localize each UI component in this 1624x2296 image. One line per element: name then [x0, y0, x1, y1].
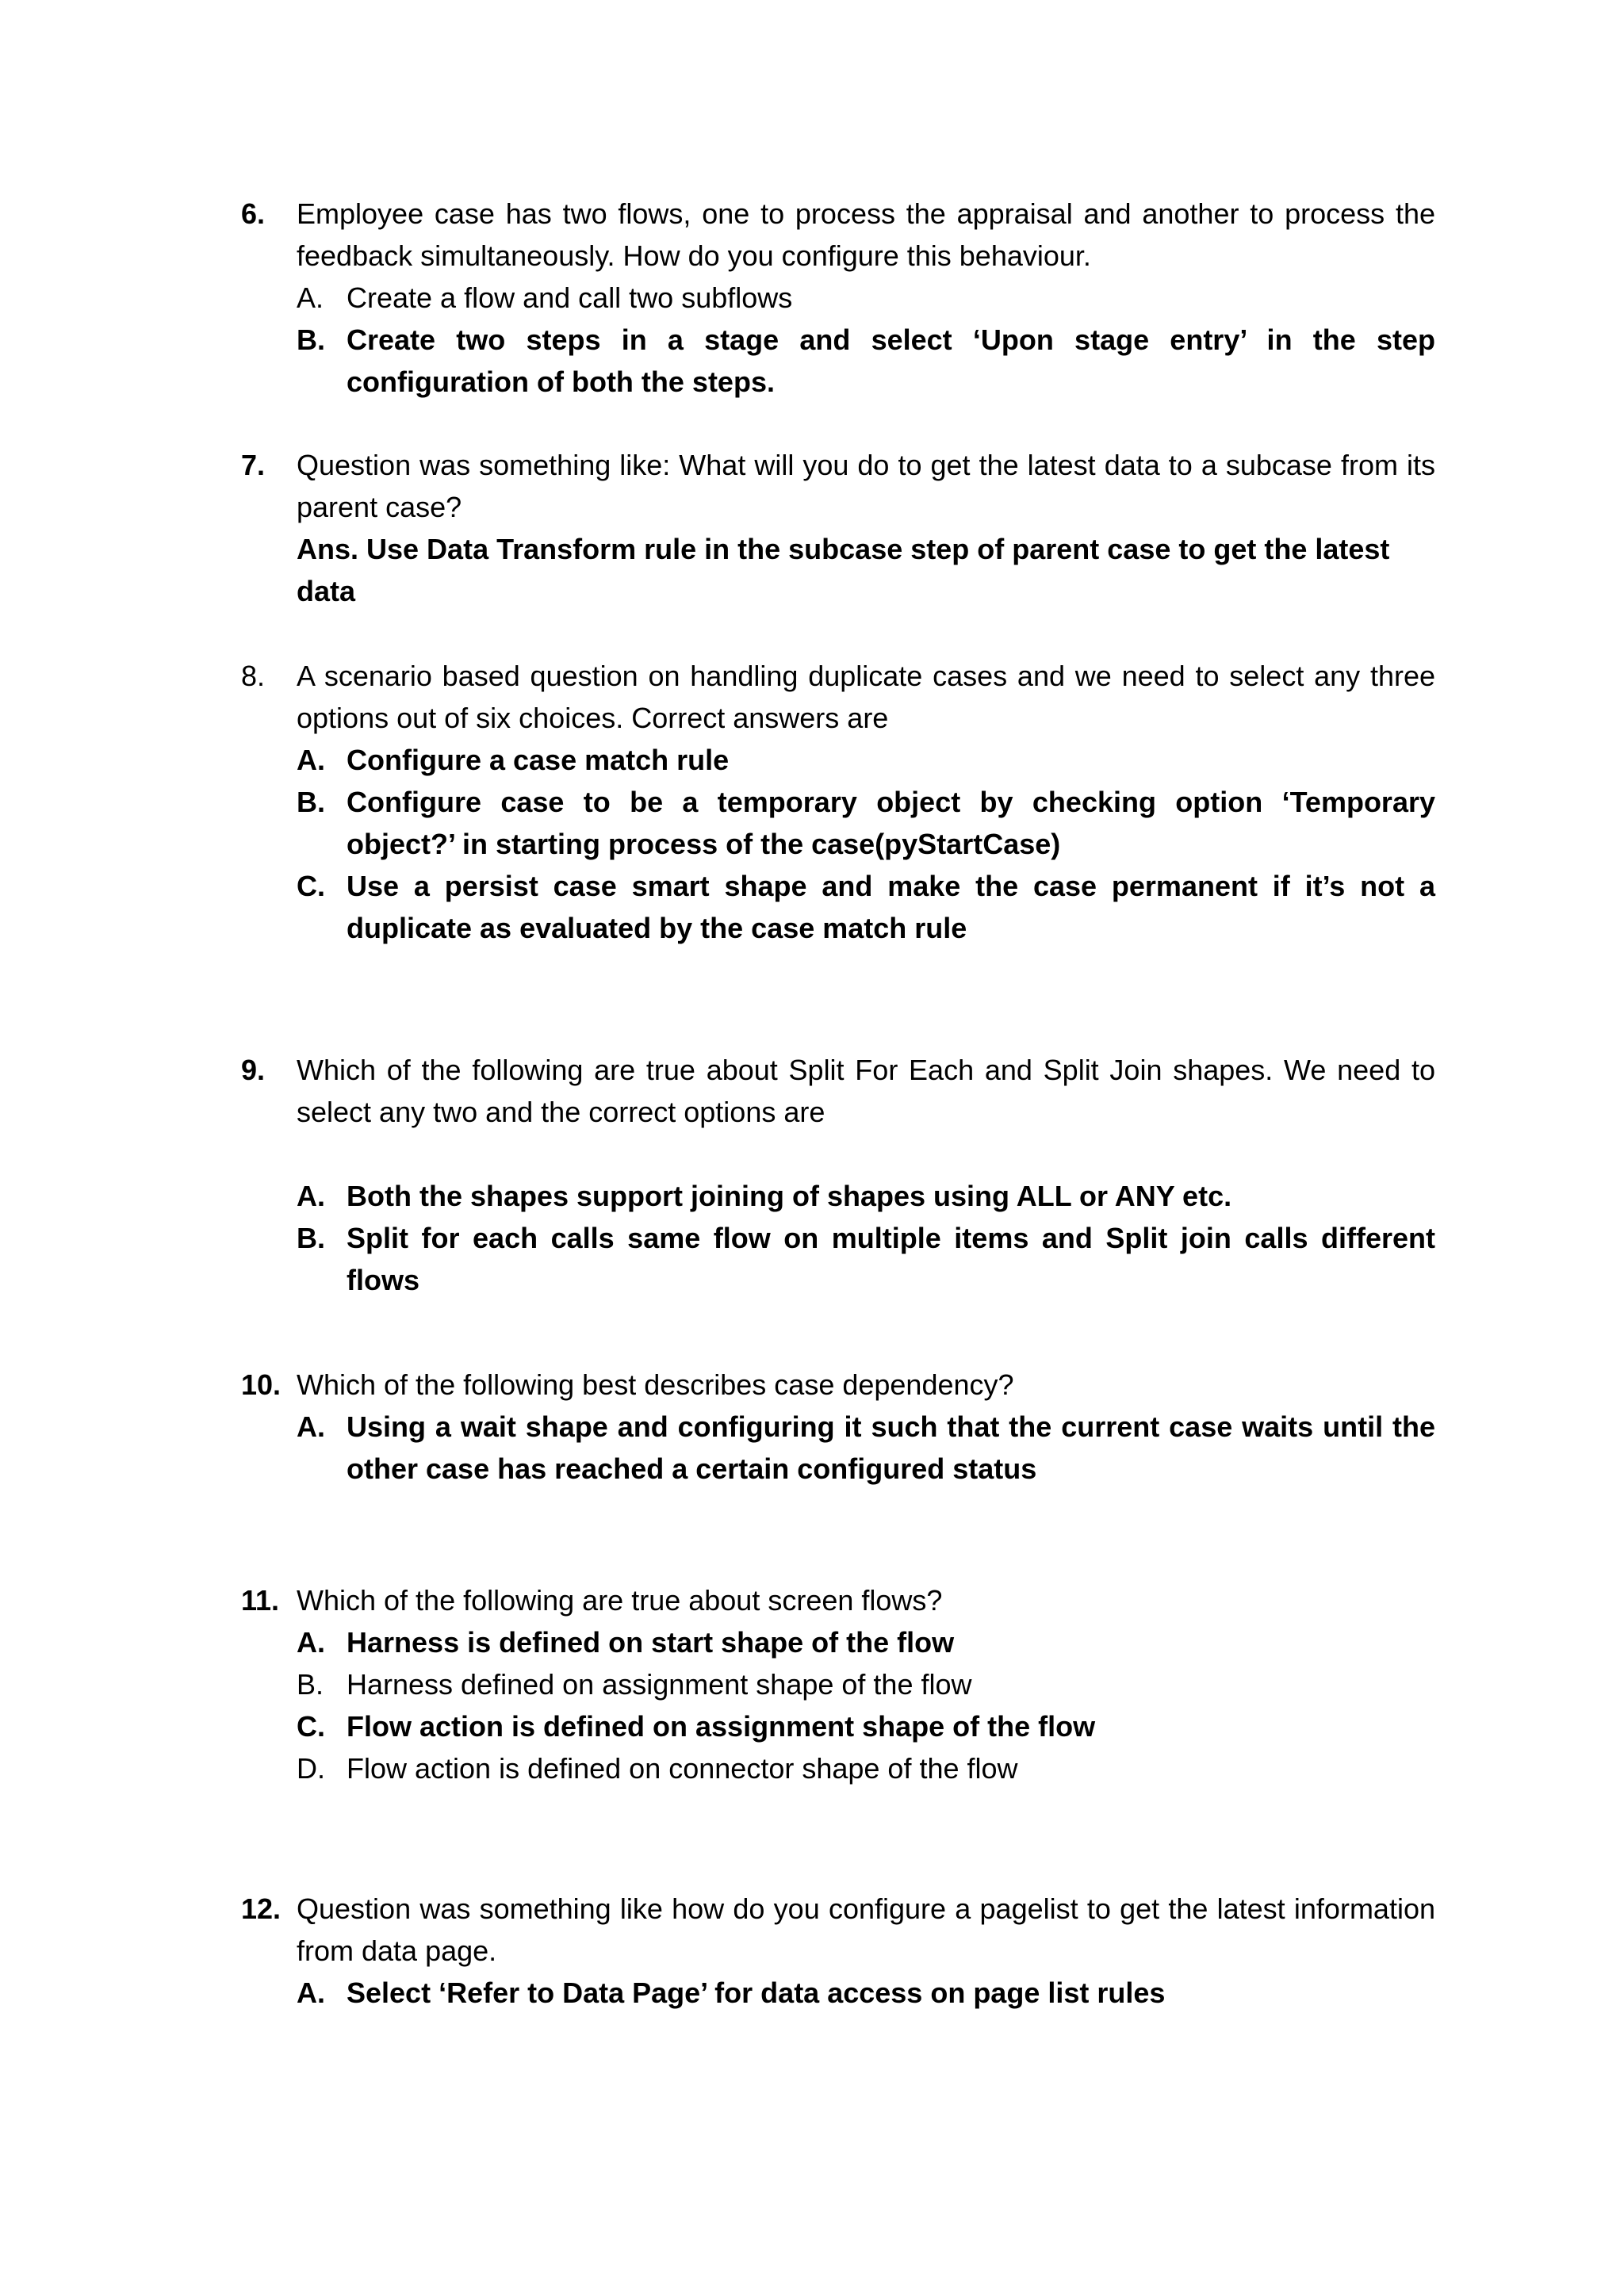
option-letter: A.: [297, 1976, 325, 2009]
question-10: [241, 1364, 1435, 1490]
option-item: [297, 1747, 1435, 1789]
option-text: Use a persist case smart shape and make the case permanent if it’s not a duplicate as evaluated by the case match rule: [347, 870, 1435, 944]
option-item: [297, 277, 1435, 319]
question-text: Employee case has two flows, one to process the appraisal and another to process the feedback simultaneously. How do you configure this behaviour.: [297, 197, 1435, 272]
question-text: A scenario based question on handling duplicate cases and we need to select any three options out of six choices. Correct answers are: [297, 660, 1435, 734]
question-number: 9.: [241, 1054, 266, 1086]
question-text: Which of the following best describes case dependency?: [297, 1368, 1014, 1401]
question-11: [241, 1579, 1435, 1789]
question-text: Question was something like how do you configure a pagelist to get the latest information from data page.: [297, 1892, 1435, 1967]
option-letter: C.: [297, 1710, 325, 1743]
question-7: [241, 444, 1435, 612]
option-letter: A.: [297, 1180, 325, 1212]
option-text: Flow action is defined on connector shape of the flow: [347, 1752, 1018, 1785]
question-12: [241, 1888, 1435, 2014]
option-item-correct: [297, 319, 1435, 403]
option-list: [246, 1175, 1435, 1301]
option-letter: C.: [297, 870, 325, 902]
option-letter: B.: [297, 323, 325, 356]
option-letter: A.: [297, 281, 324, 314]
option-text: Harness is defined on start shape of the flow: [347, 1626, 955, 1659]
question-number: 12.: [241, 1892, 282, 1925]
question-6: [241, 193, 1435, 403]
option-letter: A.: [297, 744, 325, 776]
option-item-correct: [297, 1217, 1435, 1301]
answer-text: Ans. Use Data Transform rule in the subcase step of parent case to get the latest data: [297, 533, 1390, 607]
option-list: [246, 739, 1435, 949]
question-number: 8.: [241, 660, 266, 692]
option-item-correct: [297, 865, 1435, 949]
option-text: Select ‘Refer to Data Page’ for data access on page list rules: [347, 1976, 1166, 2009]
question-text: Which of the following are true about screen flows?: [297, 1584, 943, 1617]
question-number: 11.: [241, 1584, 280, 1617]
option-text: Configure a case match rule: [347, 744, 730, 776]
option-text: Harness defined on assignment shape of the flow: [347, 1668, 972, 1701]
option-text: Configure case to be a temporary object by checking option ‘Temporary object?’ in starting process of the case(pyStartCase): [347, 786, 1435, 860]
question-8: [241, 655, 1435, 949]
option-letter: A.: [297, 1626, 325, 1659]
question-text: Question was something like: What will you do to get the latest data to a subcase from its parent case?: [297, 449, 1435, 523]
option-text: Create a flow and call two subflows: [347, 281, 793, 314]
option-item-correct: [297, 1175, 1435, 1217]
option-text: Create two steps in a stage and select ‘Upon stage entry’ in the step configuration of both the steps.: [347, 323, 1435, 398]
option-list: [246, 1972, 1435, 2014]
option-item-correct: [297, 1621, 1435, 1663]
option-text: Split for each calls same flow on multiple items and Split join calls different flows: [347, 1222, 1435, 1296]
option-letter: A.: [297, 1410, 325, 1443]
question-number: 6.: [241, 197, 266, 230]
option-list: [246, 277, 1435, 403]
option-text: Using a wait shape and configuring it such that the current case waits until the other case has reached a certain configured status: [347, 1410, 1435, 1485]
question-text: Which of the following are true about Split For Each and Split Join shapes. We need to select any two and the correct options are: [297, 1054, 1435, 1128]
option-letter: B.: [297, 786, 325, 818]
option-text: Both the shapes support joining of shapes using ALL or ANY etc.: [347, 1180, 1232, 1212]
option-item-correct: [297, 781, 1435, 865]
option-item-correct: [297, 1705, 1435, 1747]
option-letter: B.: [297, 1222, 325, 1254]
question-number: 7.: [241, 449, 266, 481]
option-letter: D.: [297, 1752, 325, 1785]
question-9: [241, 1049, 1435, 1301]
question-number: 10.: [241, 1368, 282, 1401]
option-item-correct: [297, 1406, 1435, 1490]
option-list: [246, 1621, 1435, 1789]
option-item: [297, 1663, 1435, 1705]
option-text: Flow action is defined on assignment shape of the flow: [347, 1710, 1096, 1743]
option-item-correct: [297, 739, 1435, 781]
option-item-correct: [297, 1972, 1435, 2014]
option-letter: B.: [297, 1668, 324, 1701]
option-list: [246, 1406, 1435, 1490]
